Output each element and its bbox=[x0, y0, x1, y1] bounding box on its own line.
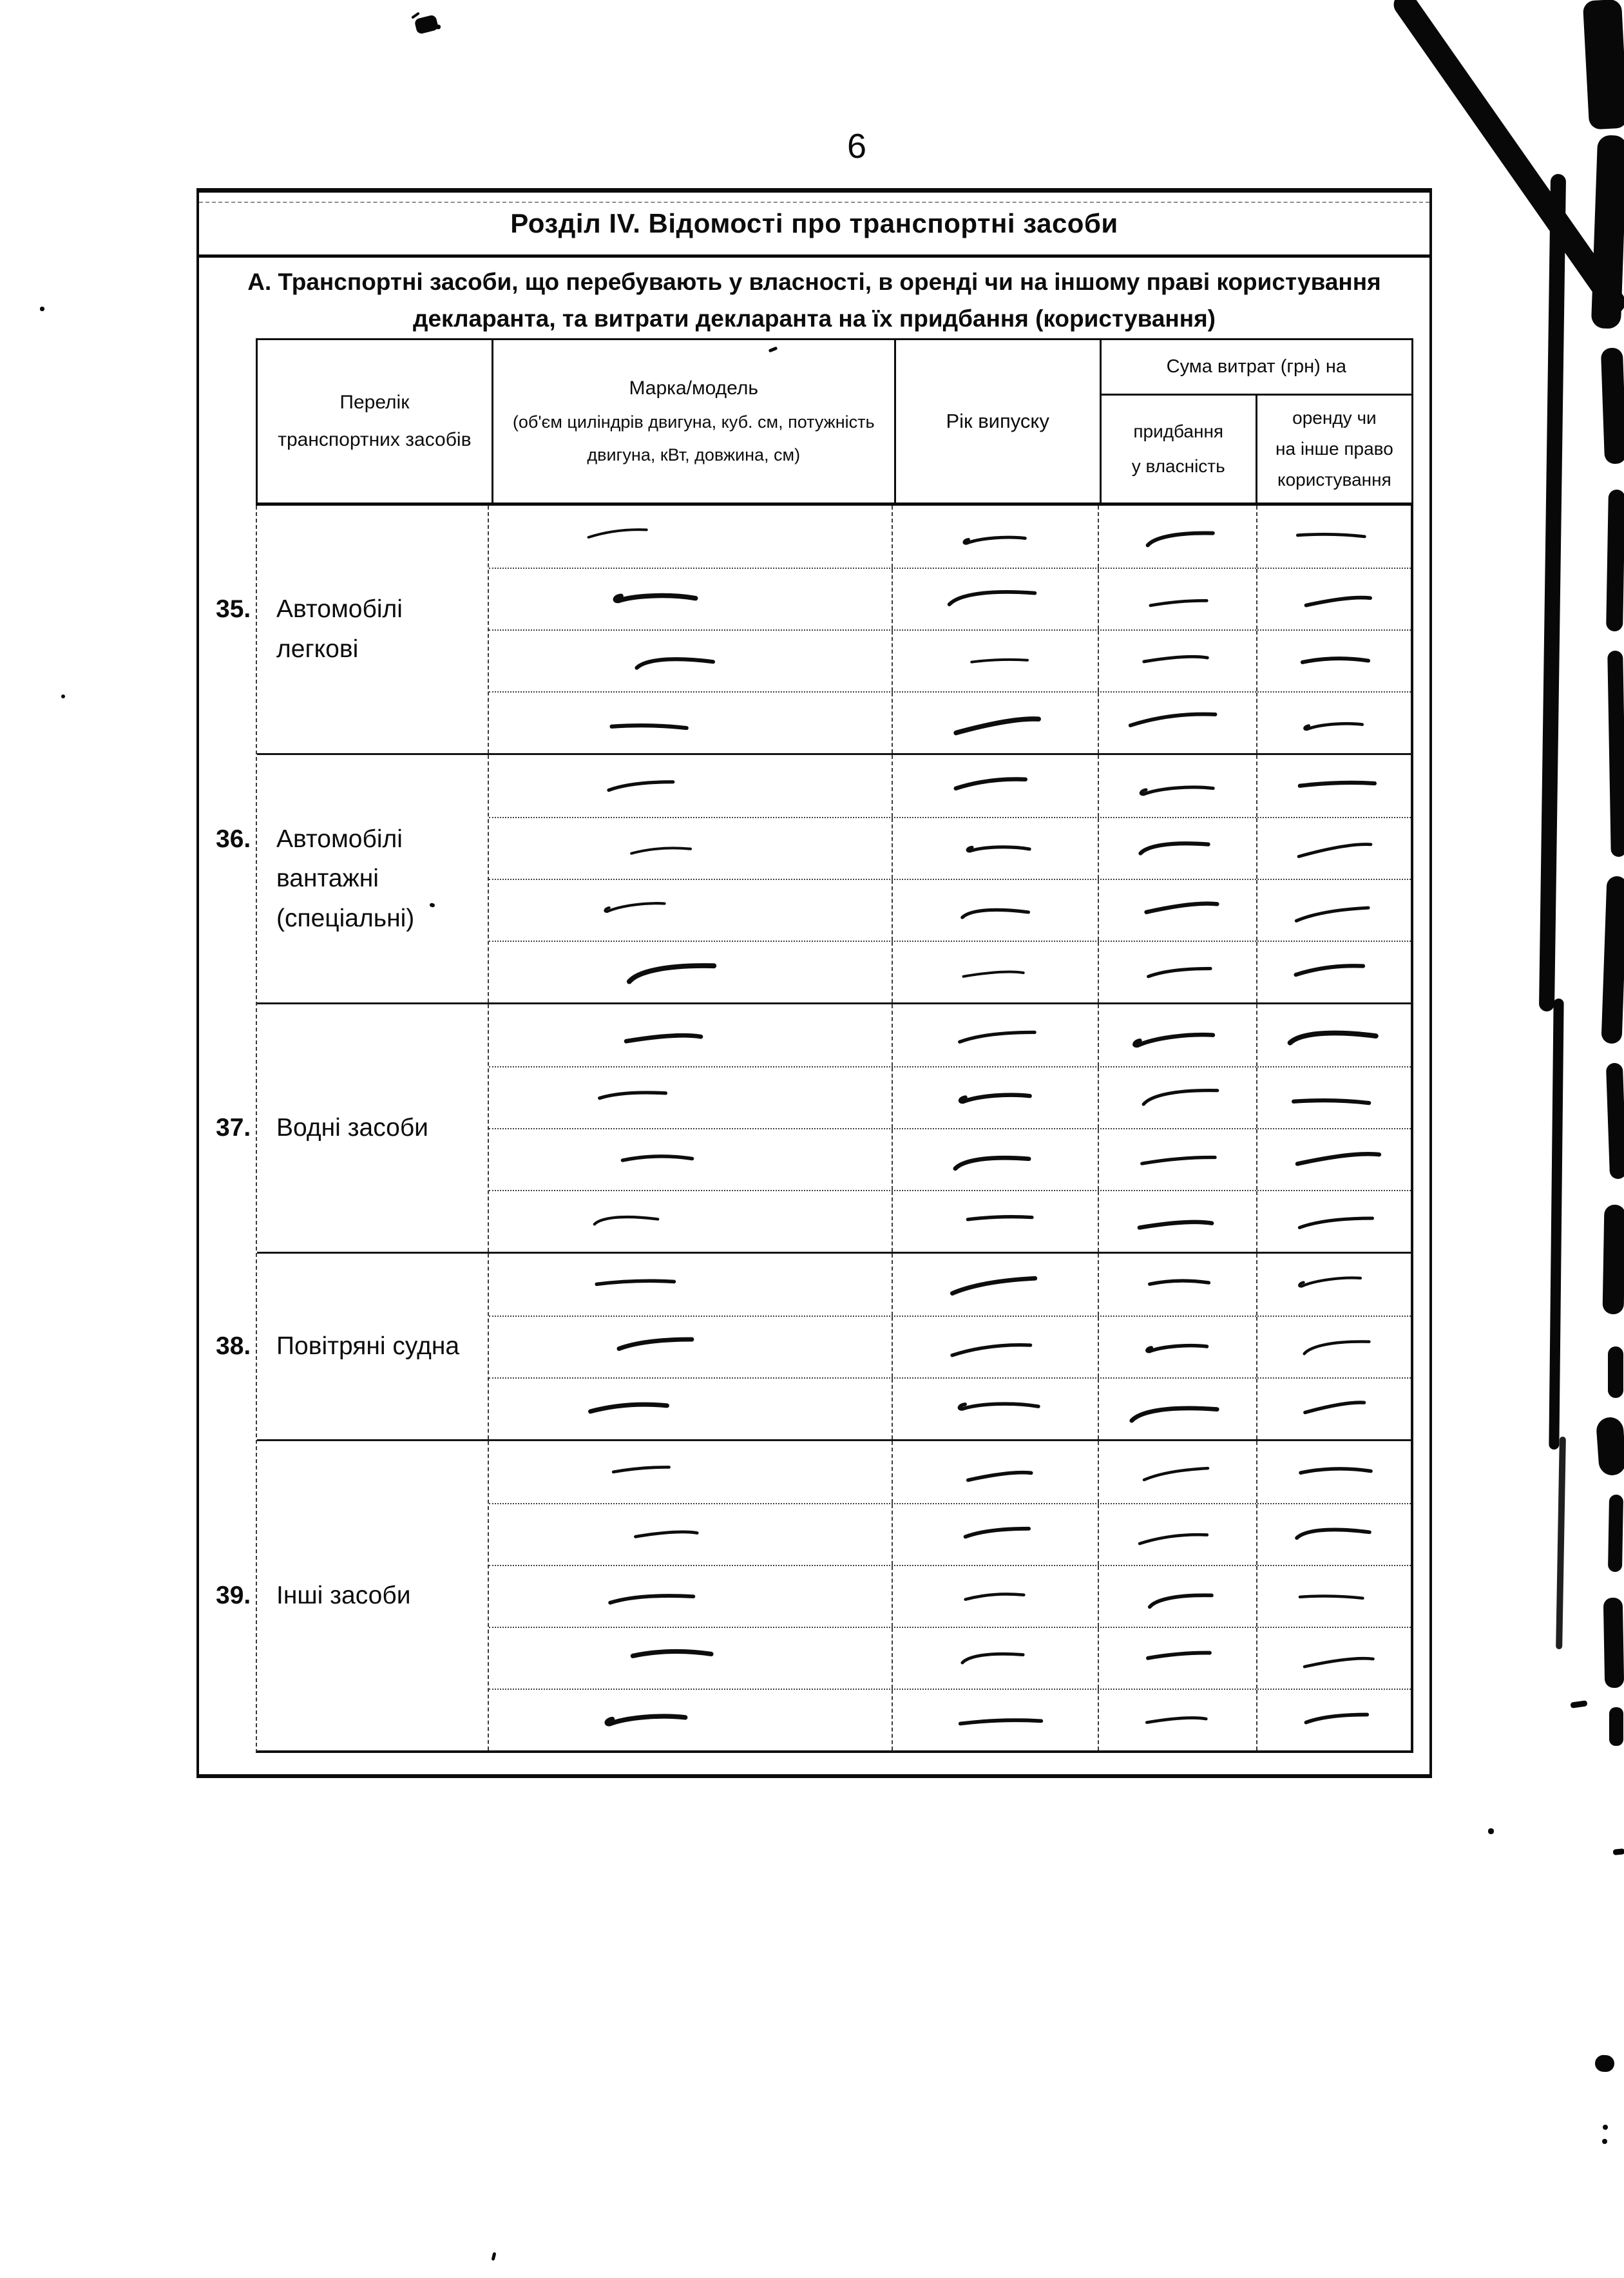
empty-cell-purchase bbox=[1098, 1690, 1256, 1750]
empty-cell-year bbox=[892, 818, 1098, 879]
scan-artifact bbox=[1608, 1495, 1623, 1572]
empty-cell-brand bbox=[489, 942, 892, 1002]
empty-cell-year bbox=[892, 1628, 1098, 1689]
empty-cell-purchase bbox=[1098, 506, 1256, 568]
empty-cell-brand bbox=[489, 1628, 892, 1689]
table-subrow bbox=[489, 506, 1411, 568]
row-label bbox=[216, 755, 489, 1002]
handwritten-dash-mark bbox=[1143, 526, 1217, 549]
table-row-group bbox=[216, 1002, 1411, 1252]
handwritten-dash-mark bbox=[1293, 772, 1380, 796]
empty-cell-rent bbox=[1256, 755, 1411, 817]
empty-cell-year bbox=[892, 880, 1098, 941]
empty-cell-brand bbox=[489, 1129, 892, 1190]
scan-artifact bbox=[1601, 347, 1624, 464]
empty-cell-purchase bbox=[1098, 693, 1256, 753]
row-number: 37. bbox=[216, 1114, 251, 1142]
handwritten-dash-mark bbox=[959, 1648, 1026, 1666]
handwritten-dash-mark bbox=[1291, 524, 1370, 547]
header-group-expenses bbox=[1100, 340, 1411, 503]
empty-cell-purchase bbox=[1098, 942, 1256, 1002]
table-subrow bbox=[489, 1377, 1411, 1439]
empty-cell-brand bbox=[489, 506, 892, 568]
handwritten-dash-mark bbox=[601, 1706, 691, 1731]
empty-cell-year bbox=[892, 1129, 1098, 1190]
handwritten-dash-mark bbox=[953, 1391, 1044, 1421]
section-subtitle bbox=[199, 263, 1429, 338]
header-text: (об'єм циліндрів двигуна, куб. см, потужність bbox=[512, 412, 875, 432]
handwritten-dash-mark bbox=[590, 1269, 680, 1294]
header-text: користування bbox=[1277, 470, 1391, 490]
scan-artifact bbox=[1603, 1598, 1624, 1689]
empty-cell-year bbox=[892, 1191, 1098, 1252]
handwritten-dash-mark bbox=[962, 837, 1034, 861]
row-subrows bbox=[489, 1441, 1411, 1750]
handwritten-dash-mark bbox=[1138, 1462, 1212, 1485]
scan-artifact bbox=[1596, 1417, 1624, 1477]
empty-cell-year bbox=[892, 631, 1098, 691]
vehicles-table bbox=[216, 338, 1413, 1753]
handwritten-dash-mark bbox=[1136, 1211, 1216, 1237]
empty-cell-purchase bbox=[1098, 1129, 1256, 1190]
handwritten-dash-mark bbox=[1127, 1025, 1218, 1052]
handwritten-dash-mark bbox=[604, 1584, 699, 1614]
page-number: 6 bbox=[846, 127, 867, 166]
handwritten-dash-mark bbox=[1296, 1460, 1375, 1483]
table-subrow bbox=[489, 1503, 1411, 1565]
header-text: оренду чи bbox=[1292, 408, 1377, 428]
handwritten-dash-mark bbox=[1302, 1708, 1371, 1727]
empty-cell-purchase bbox=[1098, 1254, 1256, 1316]
empty-cell-year bbox=[892, 1504, 1098, 1565]
row-label-line: Водні засоби 37. bbox=[276, 1108, 488, 1148]
table-subrow bbox=[489, 1128, 1411, 1190]
empty-cell-rent bbox=[1256, 1690, 1411, 1750]
header-col-vehicle-list bbox=[258, 340, 492, 503]
scan-artifact bbox=[1603, 1205, 1624, 1315]
header-text: у власність bbox=[1131, 456, 1225, 476]
row-number: 35. bbox=[216, 595, 251, 624]
row-label bbox=[216, 1441, 489, 1750]
empty-cell-rent bbox=[1256, 942, 1411, 1002]
header-col-purchase bbox=[1102, 396, 1256, 503]
header-text: транспортних засобів bbox=[278, 429, 472, 450]
handwritten-dash-mark bbox=[951, 1151, 1033, 1172]
row-number: 38. bbox=[216, 1332, 251, 1361]
empty-cell-year bbox=[892, 1004, 1098, 1066]
empty-cell-brand bbox=[489, 631, 892, 691]
empty-cell-year bbox=[892, 1441, 1098, 1503]
empty-cell-brand bbox=[489, 880, 892, 941]
handwritten-dash-mark bbox=[600, 896, 669, 917]
handwritten-dash-mark bbox=[628, 841, 694, 860]
handwritten-dash-mark bbox=[955, 1086, 1034, 1108]
empty-cell-rent bbox=[1256, 1566, 1411, 1627]
table-body bbox=[216, 506, 1413, 1753]
handwritten-dash-mark bbox=[1144, 591, 1212, 613]
empty-cell-purchase bbox=[1098, 1379, 1256, 1439]
handwritten-dash-mark bbox=[1127, 1400, 1221, 1425]
handwritten-dash-mark bbox=[1138, 1082, 1222, 1109]
handwritten-dash-mark bbox=[585, 522, 651, 544]
row-number: 36. bbox=[216, 825, 251, 853]
handwritten-dash-mark bbox=[964, 1466, 1033, 1486]
handwritten-dash-mark bbox=[604, 776, 677, 795]
handwritten-dash-mark bbox=[591, 1209, 661, 1231]
table-subrow bbox=[489, 1190, 1411, 1252]
scan-artifact bbox=[430, 24, 441, 29]
handwritten-dash-mark bbox=[605, 714, 692, 740]
handwritten-dash-mark bbox=[1140, 647, 1210, 670]
empty-cell-purchase bbox=[1098, 818, 1256, 879]
row-label-line: (спеціальні) bbox=[276, 904, 415, 932]
table-subrow bbox=[489, 568, 1411, 629]
empty-cell-purchase bbox=[1098, 1566, 1256, 1627]
handwritten-dash-mark bbox=[1124, 703, 1221, 734]
empty-cell-brand bbox=[489, 755, 892, 817]
row-subrows bbox=[489, 506, 1411, 753]
section-title-band bbox=[199, 193, 1429, 258]
empty-cell-brand bbox=[489, 569, 892, 629]
table-row-group bbox=[216, 753, 1411, 1002]
handwritten-dash-mark bbox=[1137, 837, 1212, 857]
handwritten-dash-mark bbox=[1144, 962, 1214, 981]
empty-cell-purchase bbox=[1098, 1067, 1256, 1128]
row-label-line: Автомобілі 36. bbox=[276, 819, 488, 859]
row-subrows bbox=[489, 1004, 1411, 1252]
empty-cell-rent bbox=[1256, 1317, 1411, 1377]
subtitle-line-2: декларанта, та витрати декларанта на їх придбання (користування) bbox=[412, 305, 1216, 332]
empty-cell-year bbox=[892, 1254, 1098, 1316]
row-subrows bbox=[489, 1254, 1411, 1439]
handwritten-dash-mark bbox=[1142, 1643, 1214, 1667]
empty-cell-brand bbox=[489, 818, 892, 879]
handwritten-dash-mark bbox=[609, 582, 701, 613]
empty-cell-rent bbox=[1256, 1628, 1411, 1689]
empty-cell-brand bbox=[489, 1441, 892, 1503]
handwritten-dash-mark bbox=[624, 956, 720, 986]
empty-cell-year bbox=[892, 569, 1098, 629]
header-text: Перелік bbox=[339, 392, 410, 413]
scan-artifact bbox=[1488, 1828, 1494, 1834]
subtitle-line-1: А. Транспортні засоби, що перебувають у власності, в оренді чи на іншому праві користування bbox=[247, 269, 1381, 295]
scan-artifact bbox=[1591, 135, 1624, 329]
handwritten-dash-mark bbox=[614, 1332, 696, 1354]
handwritten-dash-mark bbox=[1143, 1708, 1209, 1730]
row-label bbox=[216, 1254, 489, 1439]
row-label-line: вантажні bbox=[276, 865, 379, 893]
table-subrow bbox=[489, 817, 1411, 879]
handwritten-dash-mark bbox=[1299, 650, 1373, 672]
empty-cell-brand bbox=[489, 1254, 892, 1316]
handwritten-dash-mark bbox=[1294, 1270, 1364, 1292]
row-label bbox=[216, 506, 489, 753]
table-row-group bbox=[216, 1439, 1411, 1750]
empty-cell-rent bbox=[1256, 880, 1411, 941]
handwritten-dash-mark bbox=[619, 1147, 696, 1171]
scan-artifact bbox=[1556, 1437, 1566, 1649]
handwritten-dash-mark bbox=[1294, 837, 1374, 861]
table-subrow bbox=[489, 755, 1411, 817]
scan-artifact bbox=[1606, 1063, 1624, 1180]
empty-cell-rent bbox=[1256, 1379, 1411, 1439]
empty-cell-purchase bbox=[1098, 1441, 1256, 1503]
handwritten-dash-mark bbox=[962, 1207, 1037, 1228]
handwritten-dash-mark bbox=[959, 901, 1032, 924]
row-label-line: Інші засоби 39. bbox=[276, 1576, 488, 1616]
empty-cell-year bbox=[892, 506, 1098, 568]
scan-artifact bbox=[1607, 651, 1624, 857]
empty-cell-brand bbox=[489, 1004, 892, 1066]
empty-cell-purchase bbox=[1098, 631, 1256, 691]
handwritten-dash-mark bbox=[967, 651, 1031, 670]
scan-artifact bbox=[1603, 2125, 1608, 2130]
table-subrow bbox=[489, 879, 1411, 941]
table-subrow bbox=[489, 1066, 1411, 1128]
handwritten-dash-mark bbox=[954, 1025, 1040, 1048]
handwritten-dash-mark bbox=[1134, 1145, 1221, 1174]
header-col-brand-model bbox=[492, 340, 894, 503]
table-subrow bbox=[489, 1441, 1411, 1503]
handwritten-dash-mark bbox=[951, 711, 1042, 739]
handwritten-dash-mark bbox=[946, 1270, 1041, 1300]
scan-artifact bbox=[1609, 1707, 1623, 1746]
handwritten-dash-mark bbox=[1285, 1022, 1380, 1052]
empty-cell-rent bbox=[1256, 818, 1411, 879]
empty-cell-year bbox=[892, 1067, 1098, 1128]
table-subrow bbox=[489, 941, 1411, 1002]
header-col-year bbox=[894, 340, 1100, 503]
scan-artifact bbox=[40, 307, 44, 311]
empty-cell-purchase bbox=[1098, 1628, 1256, 1689]
empty-cell-brand bbox=[489, 1379, 892, 1439]
empty-cell-rent bbox=[1256, 693, 1411, 753]
table-header bbox=[256, 338, 1413, 506]
scan-artifact bbox=[1594, 2054, 1614, 2072]
handwritten-dash-mark bbox=[961, 1522, 1033, 1542]
section-box bbox=[196, 188, 1432, 1778]
header-expenses-subcols bbox=[1102, 396, 1411, 503]
empty-cell-purchase bbox=[1098, 569, 1256, 629]
handwritten-dash-mark bbox=[1302, 591, 1373, 611]
empty-cell-purchase bbox=[1098, 1191, 1256, 1252]
header-text: на інше право bbox=[1275, 439, 1393, 459]
handwritten-dash-mark bbox=[1293, 1145, 1384, 1170]
scan-artifact bbox=[1539, 174, 1566, 1011]
table-subrow bbox=[489, 1004, 1411, 1066]
empty-cell-rent bbox=[1256, 1004, 1411, 1066]
scan-artifact bbox=[1608, 1346, 1623, 1398]
table-row-group bbox=[216, 506, 1411, 753]
table-subrow bbox=[489, 1689, 1411, 1750]
handwritten-dash-mark bbox=[622, 1024, 705, 1052]
table-subrow bbox=[489, 1254, 1411, 1316]
empty-cell-purchase bbox=[1098, 1004, 1256, 1066]
handwritten-dash-mark bbox=[1300, 1651, 1377, 1672]
header-text: придбання bbox=[1133, 421, 1224, 441]
handwritten-dash-mark bbox=[1294, 1211, 1377, 1233]
empty-cell-rent bbox=[1256, 1129, 1411, 1190]
handwritten-dash-mark bbox=[960, 962, 1027, 984]
handwritten-dash-mark bbox=[947, 1335, 1035, 1364]
handwritten-dash-mark bbox=[1292, 1520, 1374, 1545]
handwritten-dash-mark bbox=[632, 1522, 700, 1545]
empty-cell-rent bbox=[1256, 1191, 1411, 1252]
scan-artifact bbox=[1549, 999, 1563, 1450]
handwritten-dash-mark bbox=[959, 530, 1028, 550]
empty-cell-year bbox=[892, 755, 1098, 817]
header-text: Рік випуску bbox=[946, 410, 1049, 432]
section-title: Розділ IV. Відомості про транспортні засоби bbox=[510, 208, 1118, 238]
handwritten-dash-mark bbox=[1134, 1526, 1212, 1551]
empty-cell-brand bbox=[489, 1690, 892, 1750]
table-subrow bbox=[489, 1627, 1411, 1689]
handwritten-dash-mark bbox=[1286, 1089, 1375, 1115]
empty-cell-brand bbox=[489, 1067, 892, 1128]
handwritten-dash-mark bbox=[1146, 1588, 1216, 1611]
row-number: 39. bbox=[216, 1582, 251, 1610]
row-label bbox=[216, 1004, 489, 1252]
empty-cell-purchase bbox=[1098, 1504, 1256, 1565]
row-label-line: легкові bbox=[276, 635, 359, 663]
scan-artifact bbox=[1613, 1848, 1624, 1855]
empty-cell-brand bbox=[489, 1191, 892, 1252]
scan-artifact bbox=[1606, 490, 1624, 631]
handwritten-dash-mark bbox=[1143, 896, 1221, 918]
empty-cell-brand bbox=[489, 693, 892, 753]
table-subrow bbox=[489, 1565, 1411, 1627]
empty-cell-brand bbox=[489, 1504, 892, 1565]
header-expenses-title: Сума витрат (грн) на bbox=[1102, 340, 1411, 396]
scan-artifact bbox=[1601, 876, 1624, 1044]
empty-cell-rent bbox=[1256, 1254, 1411, 1316]
handwritten-dash-mark bbox=[1292, 957, 1368, 982]
handwritten-dash-mark bbox=[1143, 1338, 1210, 1357]
empty-cell-year bbox=[892, 1379, 1098, 1439]
empty-cell-rent bbox=[1256, 506, 1411, 568]
empty-cell-rent bbox=[1256, 1067, 1411, 1128]
empty-cell-purchase bbox=[1098, 1317, 1256, 1377]
empty-cell-year bbox=[892, 1690, 1098, 1750]
scan-artifact bbox=[1583, 0, 1624, 129]
handwritten-dash-mark bbox=[944, 584, 1040, 609]
handwritten-dash-mark bbox=[1300, 716, 1366, 735]
row-label-line: Автомобілі 35. bbox=[276, 589, 488, 629]
header-text: Марка/модель bbox=[629, 378, 758, 399]
scan-artifact bbox=[492, 2252, 497, 2261]
empty-cell-rent bbox=[1256, 1504, 1411, 1565]
handwritten-dash-mark bbox=[1294, 1586, 1368, 1608]
handwritten-dash-mark bbox=[595, 1083, 670, 1107]
table-subrow bbox=[489, 629, 1411, 691]
handwritten-dash-mark bbox=[608, 1458, 674, 1480]
header-text: двигуна, кВт, довжина, см) bbox=[587, 445, 801, 464]
handwritten-dash-mark bbox=[629, 1642, 716, 1668]
handwritten-dash-mark bbox=[1135, 778, 1218, 801]
empty-cell-rent bbox=[1256, 631, 1411, 691]
empty-cell-purchase bbox=[1098, 880, 1256, 941]
empty-cell-year bbox=[892, 693, 1098, 753]
header-col-rent bbox=[1256, 396, 1411, 503]
table-subrow bbox=[489, 691, 1411, 753]
handwritten-dash-mark bbox=[1146, 1273, 1212, 1293]
handwritten-dash-mark bbox=[953, 1708, 1047, 1735]
empty-cell-year bbox=[892, 1317, 1098, 1377]
empty-cell-year bbox=[892, 942, 1098, 1002]
scan-artifact bbox=[1602, 2139, 1607, 2144]
empty-cell-brand bbox=[489, 1317, 892, 1377]
handwritten-dash-mark bbox=[633, 649, 718, 676]
handwritten-dash-mark bbox=[951, 770, 1029, 796]
empty-cell-year bbox=[892, 1566, 1098, 1627]
scan-artifact bbox=[1571, 1700, 1588, 1708]
scan-artifact bbox=[61, 694, 65, 698]
row-label-line: Повітряні судна 38. bbox=[276, 1326, 488, 1366]
empty-cell-purchase bbox=[1098, 755, 1256, 817]
handwritten-dash-mark bbox=[586, 1395, 672, 1419]
handwritten-dash-mark bbox=[1290, 901, 1373, 927]
empty-cell-brand bbox=[489, 1566, 892, 1627]
row-subrows bbox=[489, 755, 1411, 1002]
empty-cell-rent bbox=[1256, 569, 1411, 629]
empty-cell-rent bbox=[1256, 1441, 1411, 1503]
handwritten-dash-mark bbox=[1301, 1397, 1367, 1417]
handwritten-dash-mark bbox=[1300, 1334, 1373, 1357]
handwritten-dash-mark bbox=[962, 1587, 1027, 1606]
table-row-group bbox=[216, 1252, 1411, 1439]
table-subrow bbox=[489, 1316, 1411, 1377]
